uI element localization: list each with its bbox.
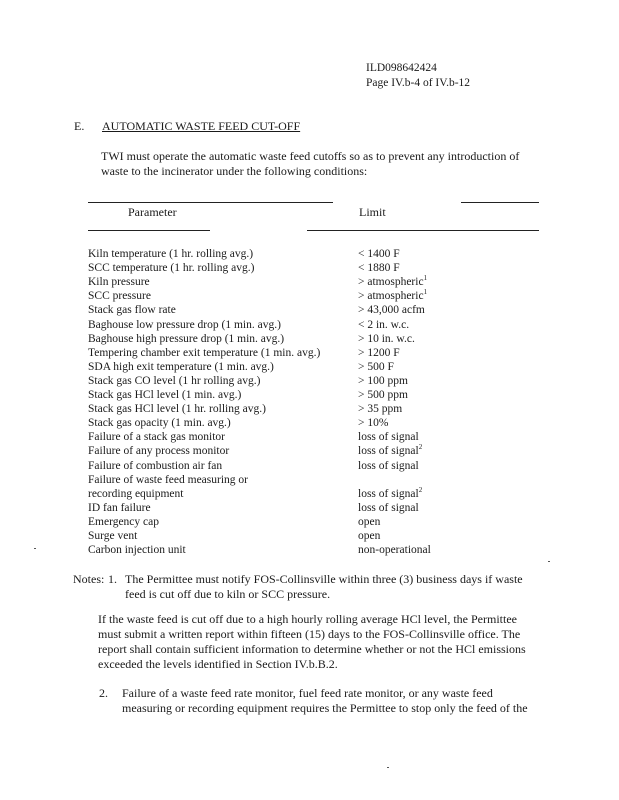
limit-value: loss of signal bbox=[358, 459, 419, 472]
parameter-cell: Failure of any process monitor bbox=[88, 445, 230, 458]
note-2-number: 2. bbox=[99, 686, 108, 700]
parameter-cell: Stack gas HCl level (1 min. avg.) bbox=[88, 389, 242, 401]
limit-value: > 1200 F bbox=[358, 346, 400, 359]
limit-value: > 10 in. w.c. bbox=[358, 332, 415, 345]
limit-value: open bbox=[358, 530, 381, 542]
parameter-cell: Baghouse low pressure drop (1 min. avg.) bbox=[88, 318, 281, 331]
limit-value: < 1400 F bbox=[358, 248, 400, 260]
scan-speck bbox=[548, 561, 550, 562]
limit-value: non-operational bbox=[358, 544, 431, 557]
limit-value: < 2 in. w.c. bbox=[358, 318, 410, 331]
limit-cell bbox=[358, 402, 402, 416]
footnote-marker: 2 bbox=[418, 485, 423, 494]
section-letter: E. bbox=[74, 119, 85, 133]
table-header-rule-left bbox=[88, 230, 210, 231]
table-row bbox=[88, 374, 548, 388]
parameter-cell: Emergency cap bbox=[88, 515, 159, 528]
limit-value: open bbox=[358, 515, 381, 528]
parameter-cell: Kiln pressure bbox=[88, 276, 150, 289]
limit-cell bbox=[358, 515, 380, 529]
table-row bbox=[88, 515, 548, 529]
section-title: AUTOMATIC WASTE FEED CUT-OFF bbox=[102, 119, 301, 133]
footnote-marker: 1 bbox=[423, 288, 428, 297]
limit-cell bbox=[358, 444, 422, 458]
limit-value: > 500 F bbox=[358, 360, 394, 373]
limit-cell bbox=[358, 374, 408, 388]
note-2-line-2: measuring or recording equipment requires the Permittee to stop only the feed of the bbox=[122, 701, 528, 715]
parameter-cell: ID fan failure bbox=[88, 501, 151, 514]
page-number: Page IV.b-4 of IV.b-12 bbox=[366, 77, 471, 89]
limit-cell bbox=[358, 332, 415, 346]
parameter-cell: Kiln temperature (1 hr. rolling avg.) bbox=[88, 248, 254, 260]
limit-value: > atmospheric bbox=[358, 276, 424, 289]
limit-cell bbox=[358, 360, 394, 374]
limit-value: loss of signal bbox=[358, 487, 419, 500]
table-row bbox=[88, 360, 548, 374]
parameter-cell: SCC pressure bbox=[88, 290, 151, 303]
parameter-cell: Stack gas opacity (1 min. avg.) bbox=[88, 417, 231, 430]
limit-cell bbox=[358, 487, 422, 501]
note-paragraph-line-1: If the waste feed is cut off due to a high hourly rolling average HCl level, the Permittee bbox=[98, 612, 517, 626]
table-row bbox=[88, 402, 548, 416]
limit-value: > 35 ppm bbox=[358, 403, 403, 416]
table-row bbox=[88, 318, 548, 332]
document-id: ILD098642424 bbox=[366, 62, 437, 74]
limit-cell bbox=[358, 430, 419, 444]
limit-cell bbox=[358, 275, 427, 289]
note-paragraph-line-2: must submit a written report within fifteen (15) days to the FOS-Collinsville office. The bbox=[98, 627, 521, 641]
limit-cell bbox=[358, 501, 419, 515]
parameter-cell: recording equipment bbox=[88, 487, 184, 500]
table-top-rule-right bbox=[461, 202, 539, 203]
table-row bbox=[88, 346, 548, 360]
table-row bbox=[88, 261, 548, 275]
table-row bbox=[88, 430, 548, 444]
limit-value: > 100 ppm bbox=[358, 374, 408, 387]
scan-speck bbox=[34, 548, 36, 549]
table-row bbox=[88, 303, 548, 317]
table-row bbox=[88, 275, 548, 289]
column-header-limit: Limit bbox=[359, 205, 386, 219]
note-1-number: 1. bbox=[108, 572, 117, 586]
table-row bbox=[88, 289, 548, 303]
parameter-cell: Carbon injection unit bbox=[88, 544, 186, 557]
limit-cell bbox=[358, 529, 380, 543]
note-paragraph-line-4: exceeded the levels identified in Section IV.b.B.2. bbox=[98, 657, 338, 671]
table-row bbox=[88, 487, 548, 501]
notes-label: Notes: bbox=[73, 572, 105, 586]
table-header-rule-right bbox=[307, 230, 539, 231]
note-1-line-1: The Permittee must notify FOS-Collinsville within three (3) business days if waste bbox=[125, 572, 523, 586]
table-row bbox=[88, 444, 548, 458]
table-row bbox=[88, 473, 548, 487]
footnote-marker: 1 bbox=[423, 274, 428, 283]
table-row bbox=[88, 459, 548, 473]
intro-line-2: waste to the incinerator under the following conditions: bbox=[101, 164, 368, 178]
limit-cell bbox=[358, 289, 427, 303]
limit-value: loss of signal bbox=[358, 445, 419, 458]
parameter-cell: Stack gas HCl level (1 hr. rolling avg.) bbox=[88, 403, 266, 416]
intro-line-1: TWI must operate the automatic waste feed cutoffs so as to prevent any introduction of bbox=[101, 149, 520, 163]
limit-value: < 1880 F bbox=[358, 262, 400, 275]
table-row bbox=[88, 247, 548, 261]
parameter-cell: SCC temperature (1 hr. rolling avg.) bbox=[88, 262, 255, 275]
parameter-cell: Failure of combustion air fan bbox=[88, 459, 223, 472]
note-1-line-2: feed is cut off due to kiln or SCC pressure. bbox=[125, 587, 331, 601]
limit-cell bbox=[358, 459, 419, 473]
note-2-line-1: Failure of a waste feed rate monitor, fuel feed rate monitor, or any waste feed bbox=[122, 686, 493, 700]
limit-value: > 43,000 acfm bbox=[358, 304, 425, 317]
column-header-parameter: Parameter bbox=[128, 205, 177, 219]
table-row bbox=[88, 501, 548, 515]
limit-value: > atmospheric bbox=[358, 290, 424, 303]
table-row bbox=[88, 332, 548, 346]
limit-cell bbox=[358, 247, 400, 261]
table-row bbox=[88, 416, 548, 430]
parameter-cell: Surge vent bbox=[88, 530, 138, 542]
limit-cell bbox=[358, 318, 409, 332]
parameter-cell: Failure of a stack gas monitor bbox=[88, 431, 226, 444]
limit-value: loss of signal bbox=[358, 501, 419, 514]
table-row bbox=[88, 543, 548, 557]
parameter-cell: SDA high exit temperature (1 min. avg.) bbox=[88, 360, 274, 373]
parameter-cell: Tempering chamber exit temperature (1 min. avg.) bbox=[88, 346, 321, 359]
limit-cell bbox=[358, 346, 400, 360]
parameter-cell: Stack gas CO level (1 hr rolling avg.) bbox=[88, 374, 261, 387]
limit-value: > 500 ppm bbox=[358, 389, 408, 401]
limit-cell bbox=[358, 416, 388, 430]
limit-cell bbox=[358, 303, 425, 317]
parameter-cell: Stack gas flow rate bbox=[88, 304, 176, 317]
table-row bbox=[88, 388, 548, 402]
table-top-rule-left bbox=[88, 202, 333, 203]
parameter-cell: Baghouse high pressure drop (1 min. avg.) bbox=[88, 332, 285, 345]
parameter-cell: Failure of waste feed measuring or bbox=[88, 473, 248, 486]
table-row bbox=[88, 529, 548, 543]
limit-cell bbox=[358, 388, 408, 402]
scan-speck bbox=[387, 767, 389, 768]
limit-cell bbox=[358, 543, 431, 557]
note-paragraph-line-3: report shall contain sufficient information to determine whether or not the HCl emissions bbox=[98, 642, 526, 656]
limit-value: > 10% bbox=[358, 417, 389, 430]
limit-cell bbox=[358, 261, 400, 275]
limit-value: loss of signal bbox=[358, 431, 419, 444]
footnote-marker: 2 bbox=[418, 443, 423, 452]
